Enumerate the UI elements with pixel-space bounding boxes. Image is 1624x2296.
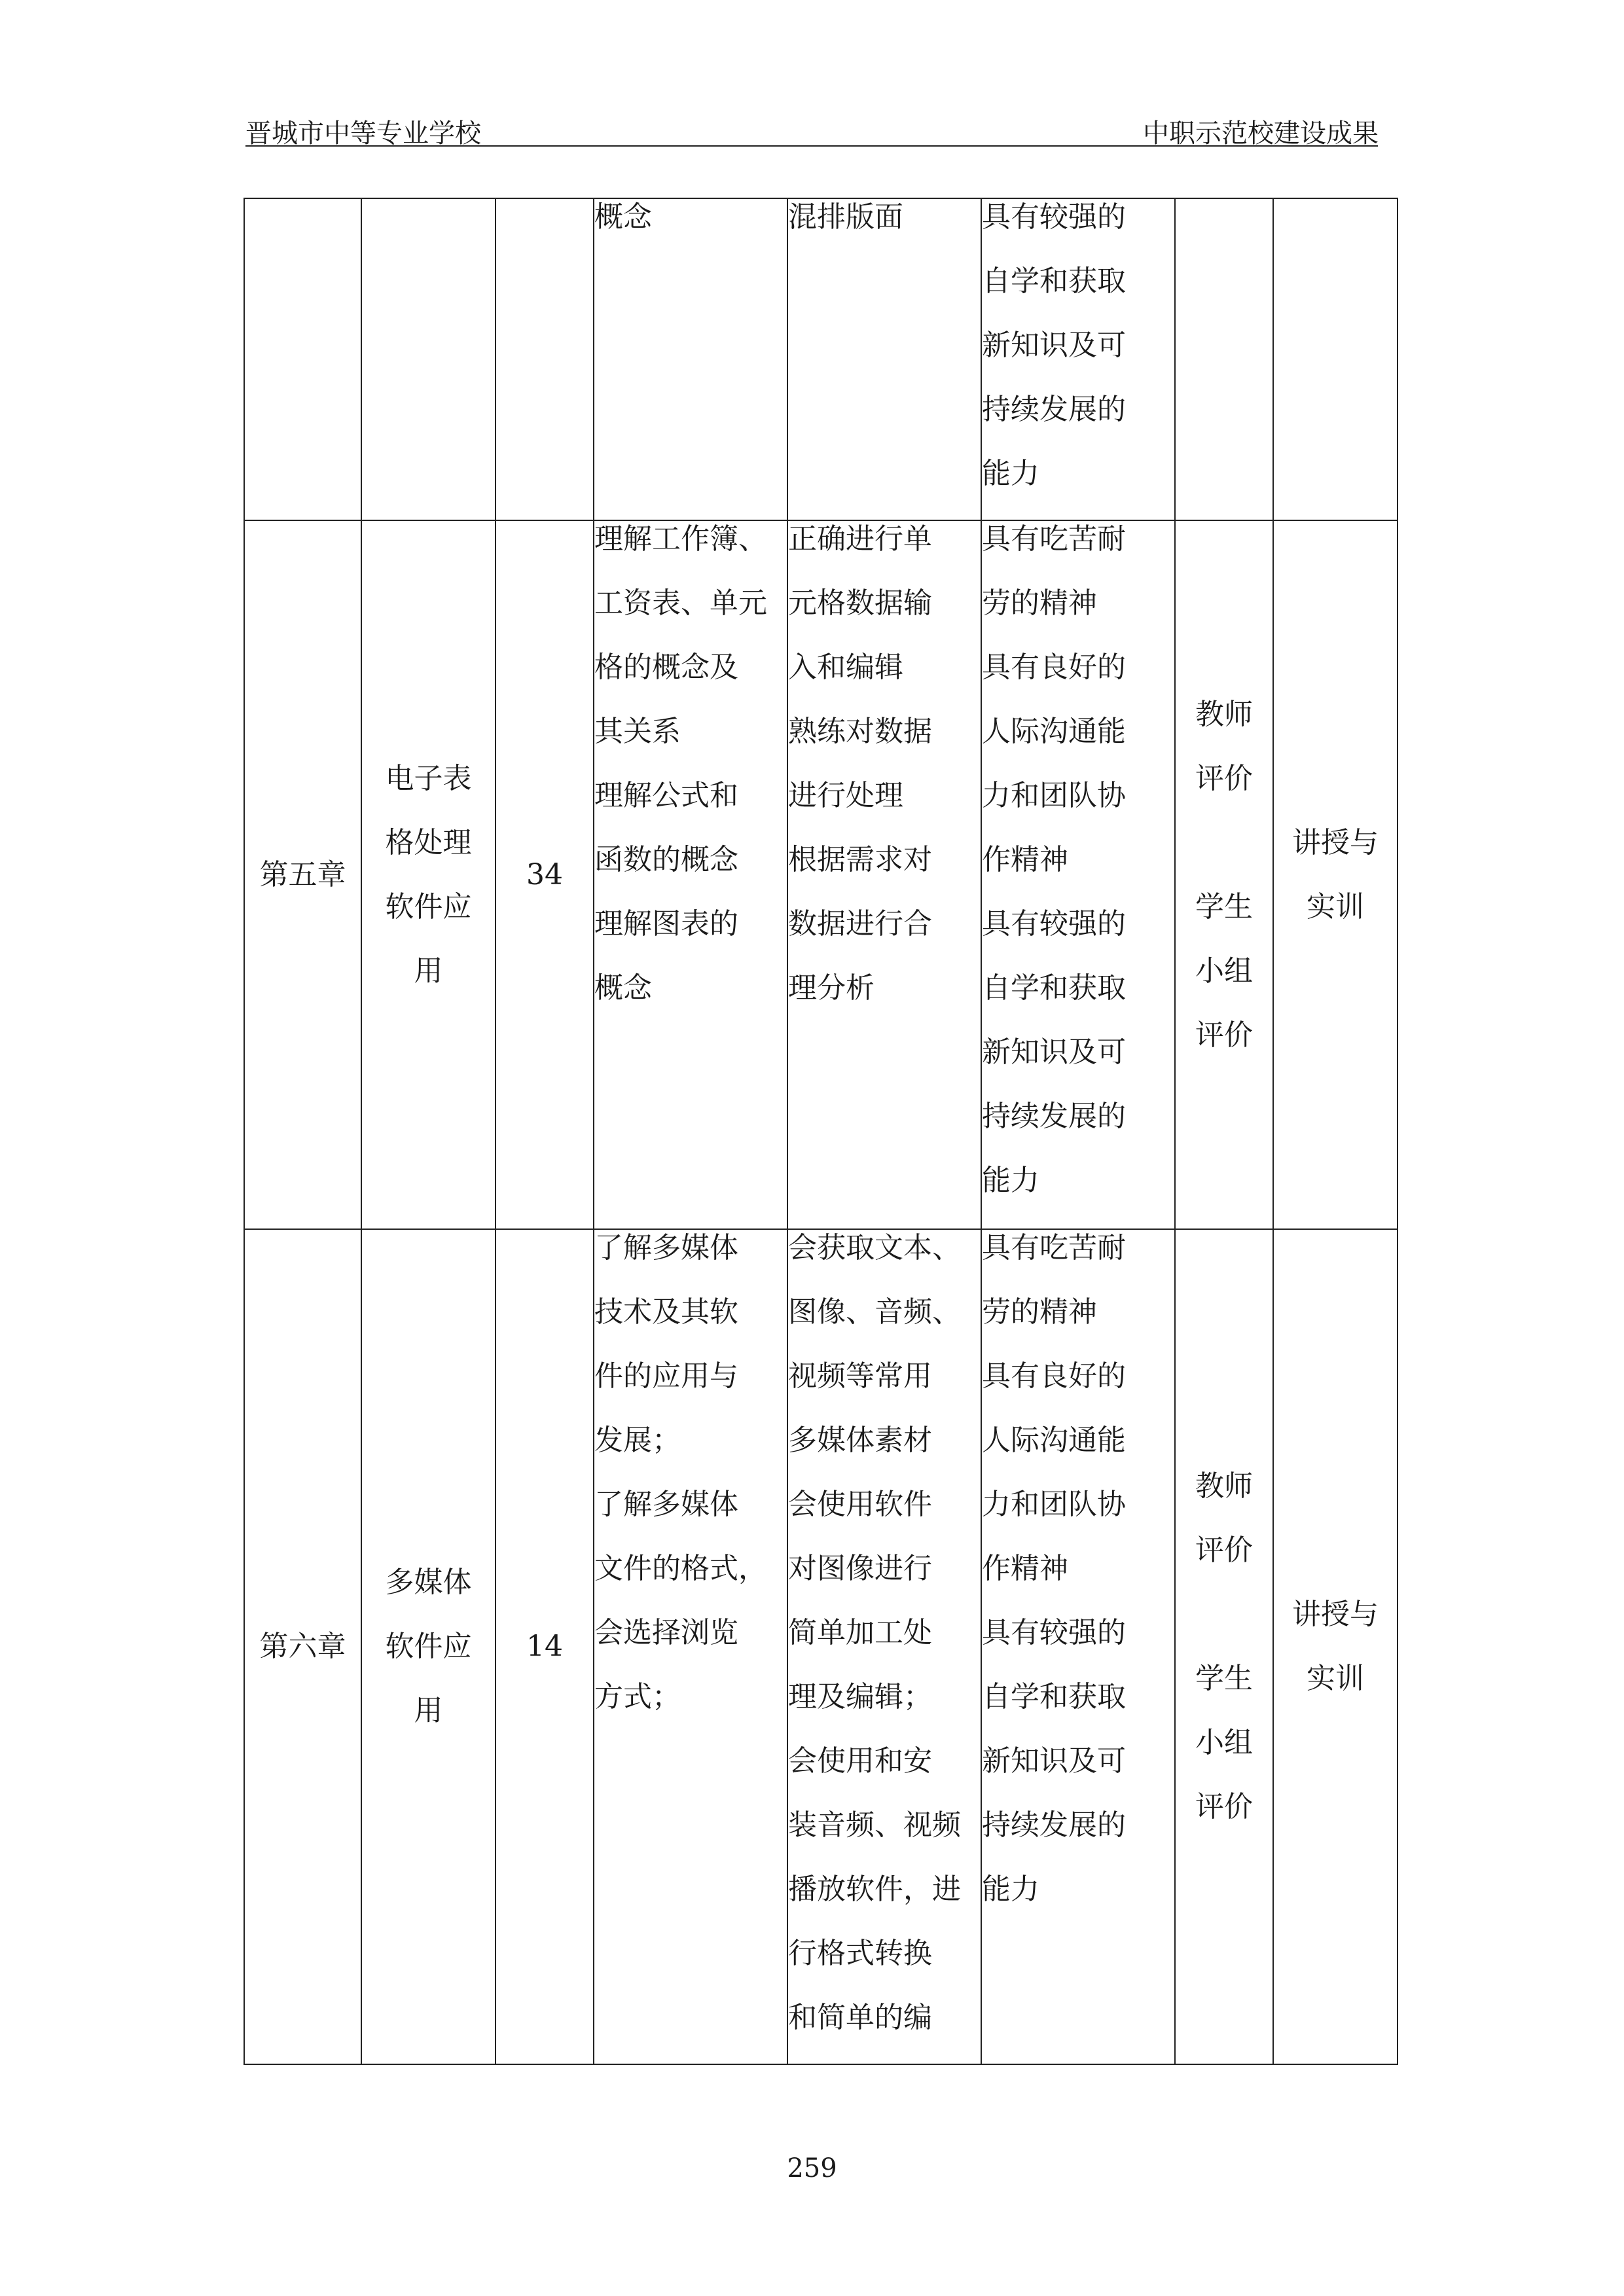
cell-line: 小组 <box>1195 1726 1253 1759</box>
cell-line: 第五章 <box>259 857 346 891</box>
knowledge-cell <box>594 520 787 1229</box>
cell-line: 新知识及可 <box>982 1035 1126 1069</box>
cell-line: 会获取文本、 <box>788 1231 961 1265</box>
cell-line: 具有吃苦耐 <box>982 522 1126 556</box>
cell-line: 实训 <box>1307 1662 1364 1695</box>
cell-line: 评价 <box>1195 1790 1253 1823</box>
cell-line: 新知识及可 <box>982 329 1126 362</box>
cell-line: 人际沟通能 <box>982 715 1126 748</box>
chapter-cell <box>244 520 361 1229</box>
header-rule <box>245 145 1378 147</box>
knowledge-cell <box>594 1229 787 2064</box>
evaluation-gap <box>1176 1583 1272 1647</box>
cell-line: 方式； <box>594 1680 681 1713</box>
evaluation-cell <box>1175 520 1273 1229</box>
cell-line: 熟练对数据 <box>788 715 932 748</box>
cell-line: 工资表、单元 <box>594 586 767 620</box>
cell-line: 学生 <box>1195 1662 1253 1695</box>
cell-line: 持续发展的 <box>982 1808 1126 1842</box>
cell-line: 数据进行合 <box>788 907 932 941</box>
cell-line: 入和编辑 <box>788 651 903 684</box>
cell-line: 对图像进行 <box>788 1552 932 1585</box>
cell-line: 劳的精神 <box>982 1295 1097 1329</box>
cell-line: 软件应 <box>385 889 472 924</box>
hours-cell <box>496 198 594 520</box>
cell-line: 软件应 <box>385 1630 472 1663</box>
table-row <box>244 1229 1398 2064</box>
cell-line: 概念 <box>594 971 652 1005</box>
cell-line: 评价 <box>1195 1534 1253 1567</box>
cell-line: 新知识及可 <box>982 1744 1126 1778</box>
cell-line: 14 <box>526 1630 563 1663</box>
evaluation-gap <box>1176 811 1272 875</box>
header-school-name: 晋城市中等专业学校 <box>245 118 481 149</box>
cell-line: 学生 <box>1195 889 1253 924</box>
cell-line: 具有较强的 <box>982 907 1126 941</box>
cell-line: 34 <box>526 857 563 891</box>
method-cell <box>1273 520 1398 1229</box>
cell-line: 讲授与 <box>1292 1598 1379 1631</box>
cell-line: 力和团队协 <box>982 779 1126 812</box>
cell-line: 发展； <box>594 1424 681 1457</box>
cell-line: 持续发展的 <box>982 1100 1126 1133</box>
cell-line: 电子表 <box>385 761 472 795</box>
skills-cell <box>787 1229 981 2064</box>
cell-line: 视频等常用 <box>788 1359 932 1393</box>
cell-line: 教师 <box>1195 697 1253 731</box>
cell-line: 技术及其软 <box>594 1295 738 1329</box>
cell-line: 根据需求对 <box>788 843 932 876</box>
skills-cell <box>787 198 981 520</box>
cell-line: 具有良好的 <box>982 1359 1126 1393</box>
cell-line: 了解多媒体 <box>594 1231 738 1265</box>
page-number: 259 <box>787 2153 837 2183</box>
title-cell <box>361 520 496 1229</box>
page-header <box>245 113 1379 149</box>
cell-line: 作精神 <box>982 843 1068 876</box>
skills-cell <box>787 520 981 1229</box>
cell-line: 会使用和安 <box>788 1744 932 1778</box>
cell-line: 能力 <box>982 457 1039 490</box>
cell-line: 劳的精神 <box>982 586 1097 620</box>
chapter-cell <box>244 198 361 520</box>
cell-line: 力和团队协 <box>982 1488 1126 1521</box>
cell-line: 了解多媒体 <box>594 1488 738 1521</box>
evaluation-cell <box>1175 198 1273 520</box>
title-cell <box>361 198 496 520</box>
method-cell <box>1273 1229 1398 2064</box>
quality-cell <box>981 1229 1175 2064</box>
cell-line: 作精神 <box>982 1552 1068 1585</box>
cell-line: 教师 <box>1195 1469 1253 1503</box>
cell-line: 会使用软件 <box>788 1488 932 1521</box>
cell-line: 讲授与 <box>1292 825 1379 859</box>
cell-line: 行格式转换 <box>788 1937 932 1970</box>
evaluation-cell <box>1175 1229 1273 2064</box>
quality-cell <box>981 520 1175 1229</box>
cell-line: 概念 <box>594 200 652 234</box>
cell-line: 函数的概念 <box>594 843 738 876</box>
curriculum-table <box>244 198 1398 2065</box>
cell-line: 理及编辑； <box>788 1680 932 1713</box>
cell-line: 播放软件，进 <box>788 1873 961 1906</box>
cell-line: 混排版面 <box>788 200 903 234</box>
cell-line: 评价 <box>1195 761 1253 795</box>
cell-line: 和简单的编 <box>788 2001 932 2034</box>
cell-line: 用 <box>414 954 443 988</box>
hours-cell <box>496 1229 594 2064</box>
cell-line: 图像、音频、 <box>788 1295 961 1329</box>
cell-line: 第六章 <box>259 1630 346 1663</box>
knowledge-cell <box>594 198 787 520</box>
cell-line: 具有吃苦耐 <box>982 1231 1126 1265</box>
cell-line: 格的概念及 <box>594 651 738 684</box>
cell-line: 具有较强的 <box>982 200 1126 234</box>
cell-line: 理解公式和 <box>594 779 738 812</box>
quality-cell <box>981 198 1175 520</box>
cell-line: 简单加工处 <box>788 1616 932 1649</box>
cell-line: 理分析 <box>788 971 875 1005</box>
cell-line: 格处理 <box>385 825 472 859</box>
cell-line: 具有良好的 <box>982 651 1126 684</box>
cell-line: 人际沟通能 <box>982 1424 1126 1457</box>
cell-line: 理解工作簿、 <box>594 522 767 556</box>
cell-line: 装音频、视频 <box>788 1808 961 1842</box>
title-cell <box>361 1229 496 2064</box>
cell-line: 小组 <box>1195 954 1253 988</box>
method-cell <box>1273 198 1398 520</box>
chapter-cell <box>244 1229 361 2064</box>
cell-line: 多媒体 <box>385 1566 472 1599</box>
header-document-title: 中职示范校建设成果 <box>1143 118 1379 149</box>
cell-line: 文件的格式， <box>594 1552 767 1585</box>
cell-line: 其关系 <box>594 715 681 748</box>
cell-line: 自学和获取 <box>982 264 1126 298</box>
cell-line: 件的应用与 <box>594 1359 738 1393</box>
cell-line: 自学和获取 <box>982 1680 1126 1713</box>
cell-line: 能力 <box>982 1873 1039 1906</box>
cell-line: 具有较强的 <box>982 1616 1126 1649</box>
table-row <box>244 198 1398 520</box>
table-row <box>244 520 1398 1229</box>
cell-line: 理解图表的 <box>594 907 738 941</box>
cell-line: 用 <box>414 1694 443 1727</box>
cell-line: 会选择浏览 <box>594 1616 738 1649</box>
cell-line: 能力 <box>982 1164 1039 1197</box>
cell-line: 实训 <box>1307 889 1364 924</box>
cell-line: 持续发展的 <box>982 393 1126 426</box>
cell-line: 元格数据输 <box>788 586 932 620</box>
cell-line: 进行处理 <box>788 779 903 812</box>
cell-line: 正确进行单 <box>788 522 932 556</box>
cell-line: 多媒体素材 <box>788 1424 932 1457</box>
cell-line: 评价 <box>1195 1018 1253 1052</box>
cell-line: 自学和获取 <box>982 971 1126 1005</box>
hours-cell <box>496 520 594 1229</box>
